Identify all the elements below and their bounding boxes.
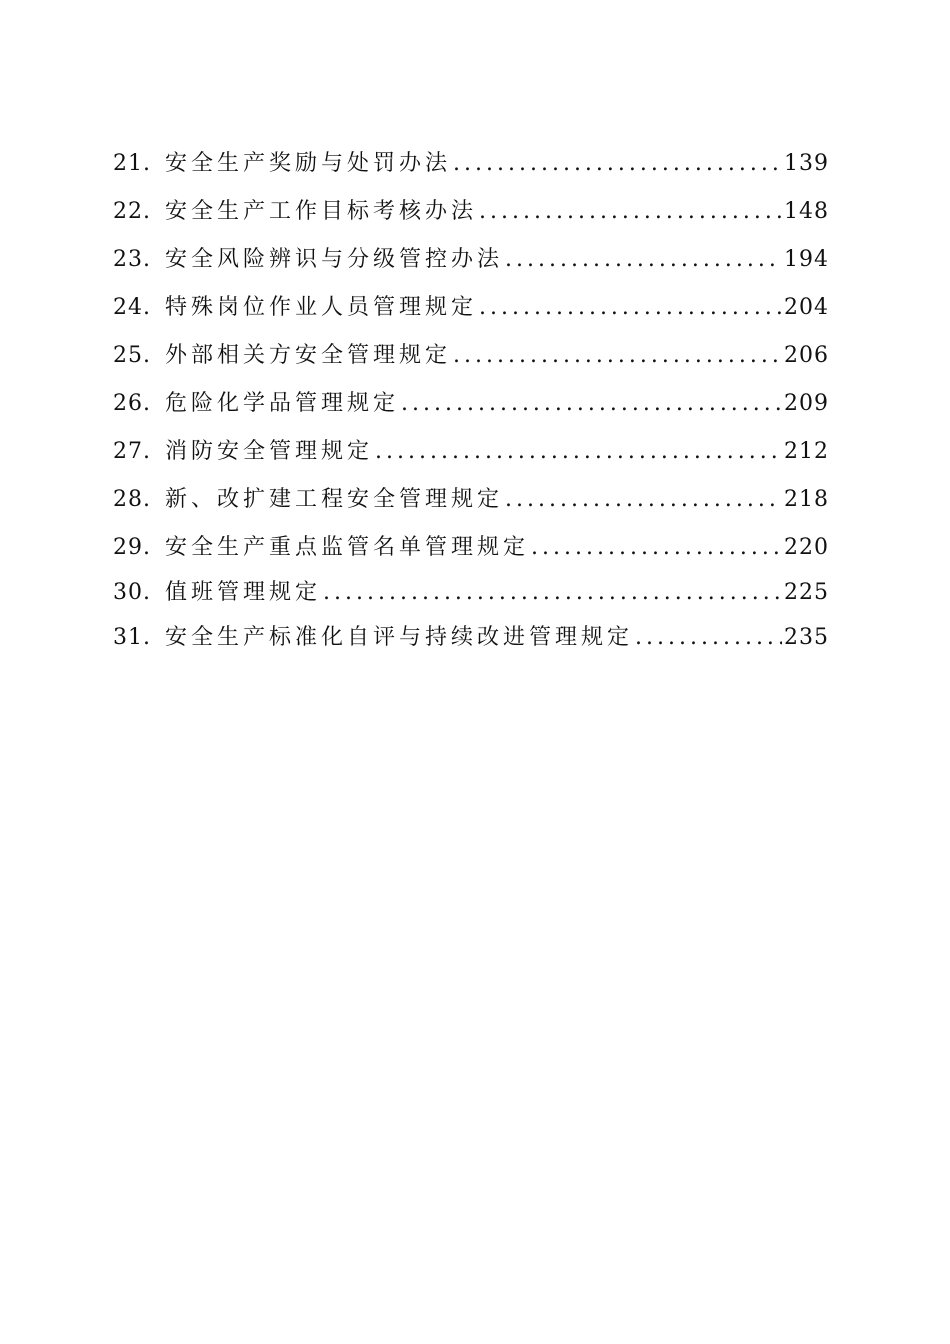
toc-entry-title: 值班管理规定 <box>165 580 322 605</box>
toc-dot-leader <box>323 574 782 612</box>
toc-entry-page: 148 <box>784 199 829 224</box>
toc-entry-title: 安全生产工作目标考核办法 <box>165 199 478 224</box>
toc-entry-number: 31. <box>113 625 151 650</box>
toc-entry-number: 26. <box>113 391 151 416</box>
toc-dot-leader <box>479 289 782 327</box>
toc-dot-leader <box>401 385 782 423</box>
toc-dot-leader <box>479 193 782 231</box>
toc-entry-page: 218 <box>784 487 829 512</box>
toc-entry-number: 21. <box>113 151 151 176</box>
toc-entry <box>113 193 829 241</box>
toc-entry-page: 220 <box>784 535 829 560</box>
toc-entry <box>113 529 829 574</box>
toc-entry-title: 安全生产标准化自评与持续改进管理规定 <box>165 625 634 650</box>
toc-entry-number: 27. <box>113 439 151 464</box>
toc-entry-page: 212 <box>784 439 829 464</box>
toc-entry-title: 危险化学品管理规定 <box>165 391 400 416</box>
toc-entry-number: 25. <box>113 343 151 368</box>
toc-dot-leader <box>453 145 782 183</box>
toc-entry <box>113 385 829 433</box>
toc-entry-page: 204 <box>784 295 829 320</box>
toc-entry-page: 209 <box>784 391 829 416</box>
toc-entry <box>113 574 829 619</box>
toc-entry <box>113 481 829 529</box>
toc-entry-page: 206 <box>784 343 829 368</box>
toc-entry-title: 特殊岗位作业人员管理规定 <box>165 295 478 320</box>
toc-entry <box>113 337 829 385</box>
toc-entry-title: 外部相关方安全管理规定 <box>165 343 452 368</box>
toc-entry-page: 235 <box>784 625 829 650</box>
toc-entry-number: 22. <box>113 199 151 224</box>
toc-dot-leader <box>453 337 782 375</box>
toc-entry <box>113 619 829 667</box>
toc-entry <box>113 145 829 193</box>
toc-entry-title: 安全生产奖励与处罚办法 <box>165 151 452 176</box>
table-of-contents <box>113 145 829 667</box>
toc-entry-number: 24. <box>113 295 151 320</box>
toc-entry-number: 28. <box>113 487 151 512</box>
toc-entry-page: 225 <box>784 580 829 605</box>
toc-entry-number: 30. <box>113 580 151 605</box>
toc-entry <box>113 433 829 481</box>
toc-entry-number: 23. <box>113 247 151 272</box>
toc-dot-leader <box>505 241 782 279</box>
toc-entry-number: 29. <box>113 535 151 560</box>
toc-entry <box>113 241 829 289</box>
toc-entry-page: 139 <box>784 151 829 176</box>
toc-entry-title: 消防安全管理规定 <box>165 439 374 464</box>
toc-entry-title: 新、改扩建工程安全管理规定 <box>165 487 504 512</box>
toc-entry-page: 194 <box>784 247 829 272</box>
toc-dot-leader <box>375 433 782 471</box>
toc-dot-leader <box>635 619 782 657</box>
toc-entry-title: 安全风险辨识与分级管控办法 <box>165 247 504 272</box>
toc-dot-leader <box>505 481 782 519</box>
toc-entry <box>113 289 829 337</box>
toc-dot-leader <box>531 529 782 567</box>
toc-entry-title: 安全生产重点监管名单管理规定 <box>165 535 530 560</box>
